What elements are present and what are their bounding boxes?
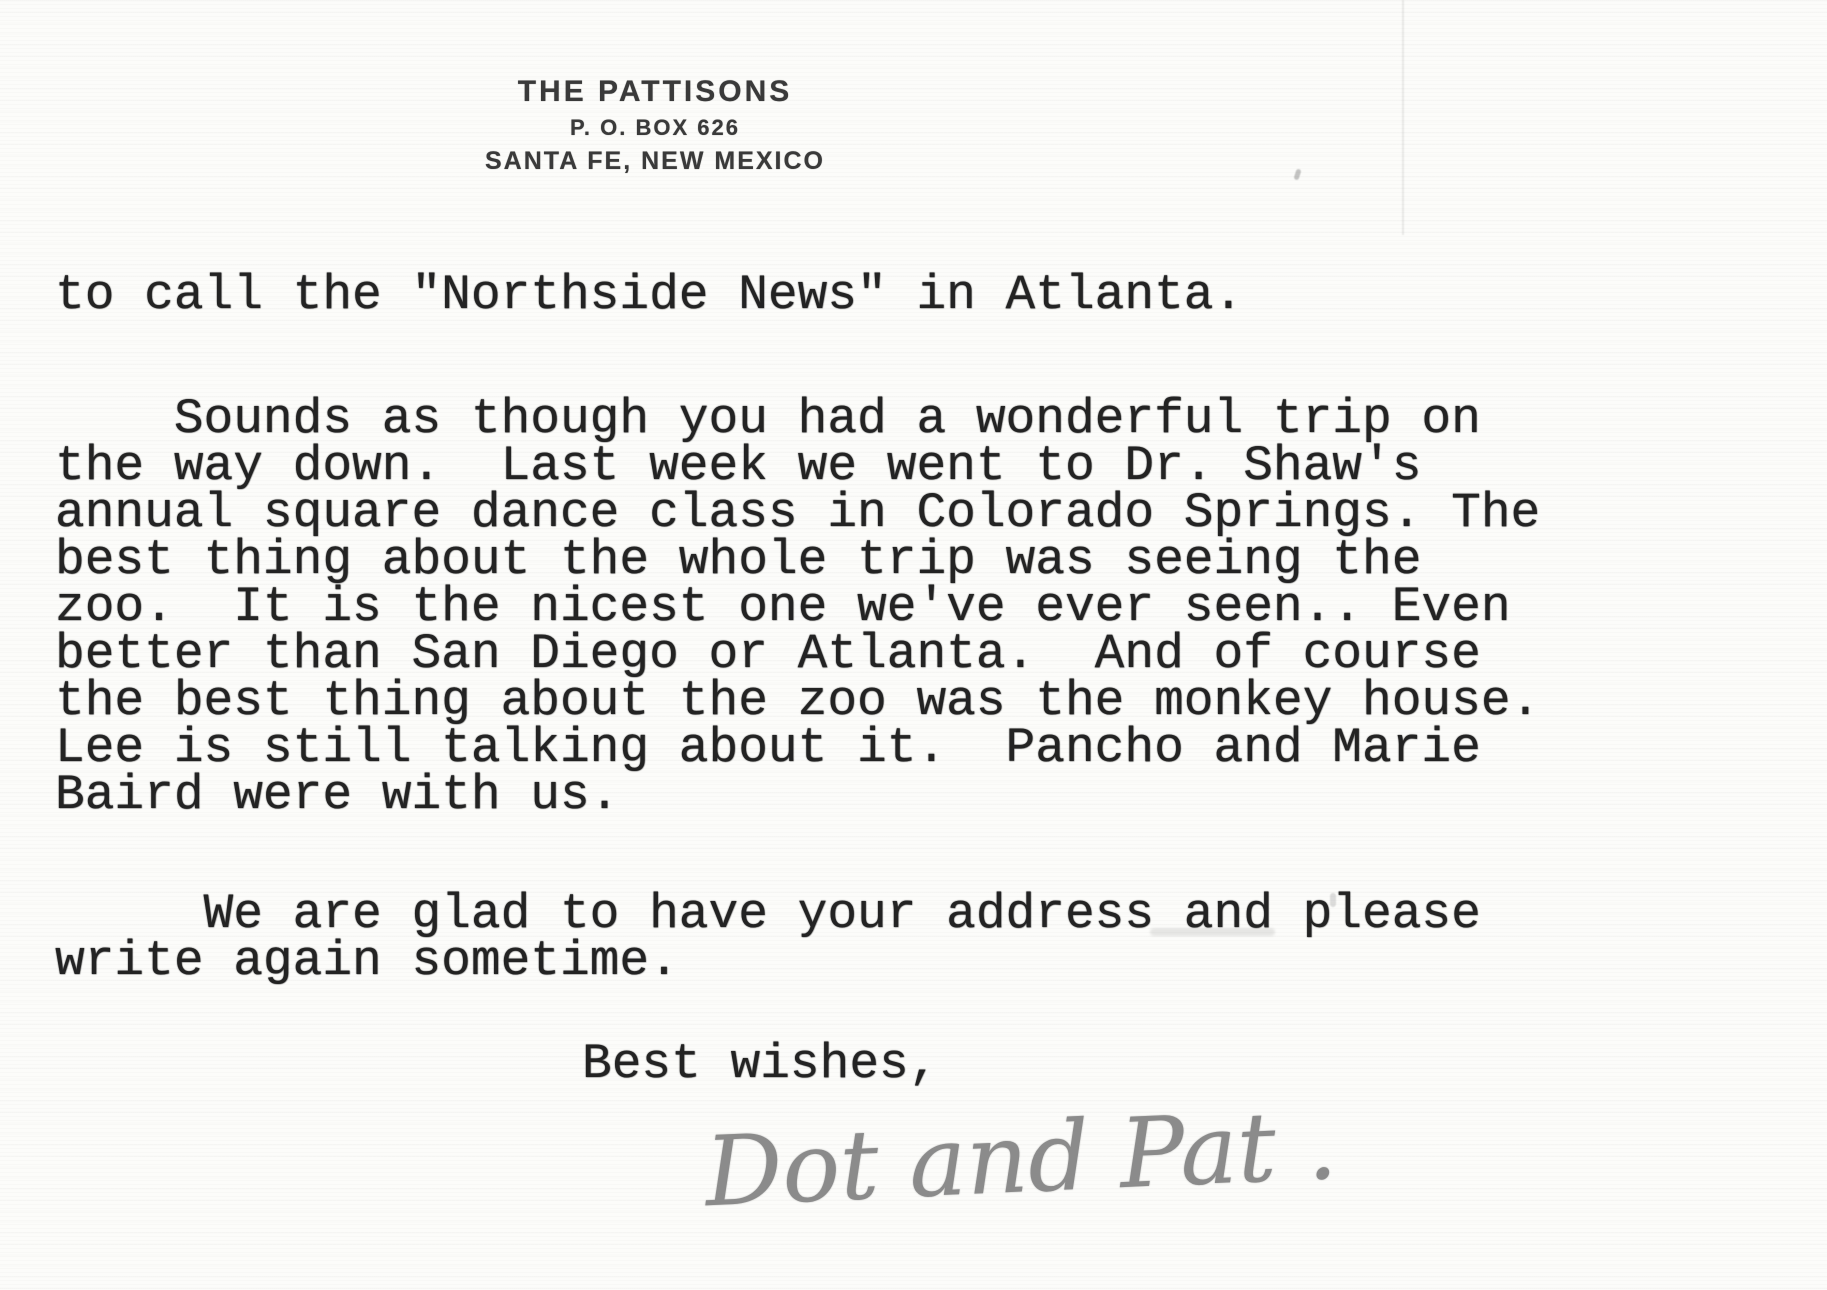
scan-artifact-paper-edge <box>1402 0 1404 235</box>
letter-line: annual square dance class in Colorado Springs. The <box>55 485 1541 541</box>
letter-line: Sounds as though you had a wonderful trip on <box>55 391 1481 447</box>
letter-line: Baird were with us. <box>55 767 620 823</box>
letter-line: the way down. Last week we went to Dr. Shaw's <box>55 438 1422 494</box>
letter-line: We are glad to have your address and please <box>55 886 1481 942</box>
letterhead-po-box: P. O. BOX 626 <box>570 115 740 140</box>
letter-closing: Best wishes, <box>582 1036 939 1092</box>
letter-line: best thing about the whole trip was seeing the <box>55 532 1422 588</box>
letter-line: Lee is still talking about it. Pancho and Marie <box>55 720 1481 776</box>
letter-line: the best thing about the zoo was the monkey house. <box>55 673 1541 729</box>
letterhead-city-state: SANTA FE, NEW MEXICO <box>485 147 825 175</box>
letter-line: better than San Diego or Atlanta. And of course <box>55 626 1481 682</box>
letter-opening-continuation-line: to call the "Northside News" in Atlanta. <box>55 267 1244 323</box>
scan-artifact-smudge <box>1330 893 1336 907</box>
letterhead-family-name: THE PATTISONS <box>517 75 793 108</box>
letter-paragraph-trip <box>55 391 1541 823</box>
letter-paragraph-address <box>55 886 1481 989</box>
letter-line: zoo. It is the nicest one we've ever seen.. Even <box>55 579 1511 635</box>
handwritten-signature: Dot and Pat . <box>702 1088 1340 1229</box>
scan-artifact-smudge <box>1150 928 1275 936</box>
letter-line: write again sometime. <box>55 933 679 989</box>
